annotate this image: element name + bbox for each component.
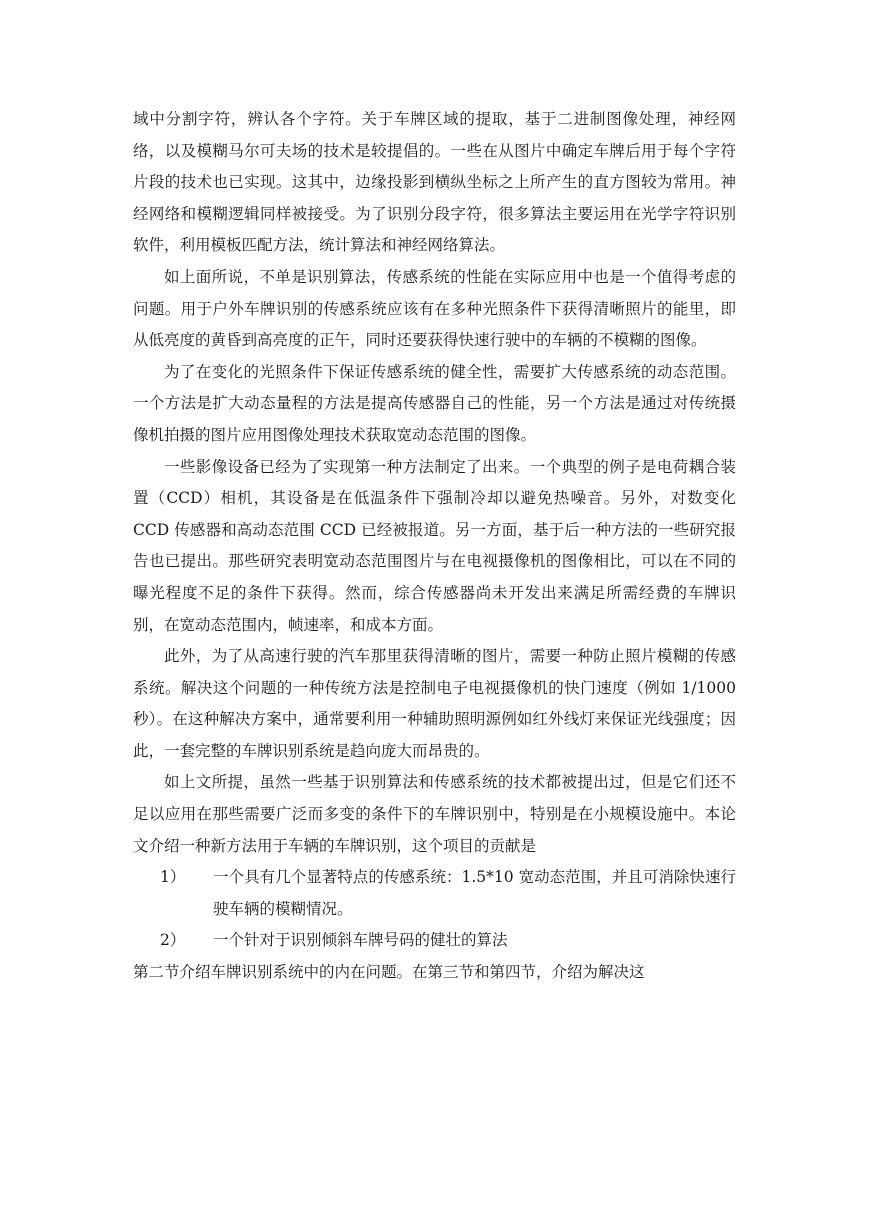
list-text-2: 一个针对于识别倾斜车牌号码的健壮的算法 [213,931,508,950]
paragraph-3: 为了在变化的光照条件下保证传感系统的健全性，需要扩大传感系统的动态范围。一个方法是扩大动态量程的方法是提高传感器自己的性能，另一个方法是通过对传统摄像机拍摄的图片应用图像处理技术获取宽动态范围的图像。 [133,362,736,444]
list-number-2: 2） [160,931,186,950]
closing-paragraph: 第二节介绍车牌识别系统中的内在问题。在第三节和第四节，介绍为解决这 [133,963,645,982]
list-item-1 [133,862,736,925]
list-text-1: 一个具有几个显著特点的传感系统：1.5*10 宽动态范围，并且可消除快速行驶车辆的模糊情况。 [213,868,736,918]
paragraph-4: 一些影像设备已经为了实现第一种方法制定了出来。一个典型的例子是电荷耦合装置（CCD）相机，其设备是在低温条件下强制冷却以避免热噪音。另外，对数变化 CCD 传感器和高动态范围 CCD 已经被报道。另一方面，基于后一种方法的一些研究报告也已提出。那些研究表明宽动态范围图片与在电视摄像机的图像相比，可以在不同的曝光程度不足的条件下获得。然而，综合传感器尚未开发出来满足所需经费的车牌识别，在宽动态范围内，帧速率，和成本方面。 [133,457,736,634]
list-item-2 [133,925,736,957]
paragraph-2: 如上面所说，不单是识别算法，传感系统的性能在实际应用中也是一个值得考虑的问题。用于户外车牌识别的传感系统应该有在多种光照条件下获得清晰照片的能里，即从低亮度的黄昏到高亮度的正午，同时还要获得快速行驶中的车辆的不模糊的图像。 [133,267,736,350]
body-text [133,104,736,989]
paragraph-6: 如上文所提，虽然一些基于识别算法和传感系统的技术都被提出过，但是它们还不足以应用在那些需要广泛而多变的条件下的车牌识别中，特别是在小规模设施中。本论文介绍一种新方法用于车辆的车牌识别，这个项目的贡献是 [133,773,736,855]
paragraph-1: 域中分割字符，辨认各个字符。关于车牌区域的提取，基于二进制图像处理，神经网络，以及模糊马尔可夫场的技术是较提倡的。一些在从图片中确定车牌后用于每个字符片段的技术也已实现。这其中，边缘投影到横纵坐标之上所产生的直方图较为常用。神经网络和模糊逻辑同样被接受。为了识别分段字符，很多算法主要运用在光学字符识别软件，利用模板匹配方法，统计算法和神经网络算法。 [133,110,736,255]
list-number-1: 1） [160,868,186,887]
paragraph-5: 此外，为了从高速行驶的汽车那里获得清晰的图片，需要一种防止照片模糊的传感系统。解决这个问题的一种传统方法是控制电子电视摄像机的快门速度（例如 1/1000 秒）。在这种解决方案中，通常要利用一种辅助照明源例如红外线灯来保证光线强度；因此，一套完整的车牌识别系统是趋向庞大而昂贵的。 [133,647,736,760]
